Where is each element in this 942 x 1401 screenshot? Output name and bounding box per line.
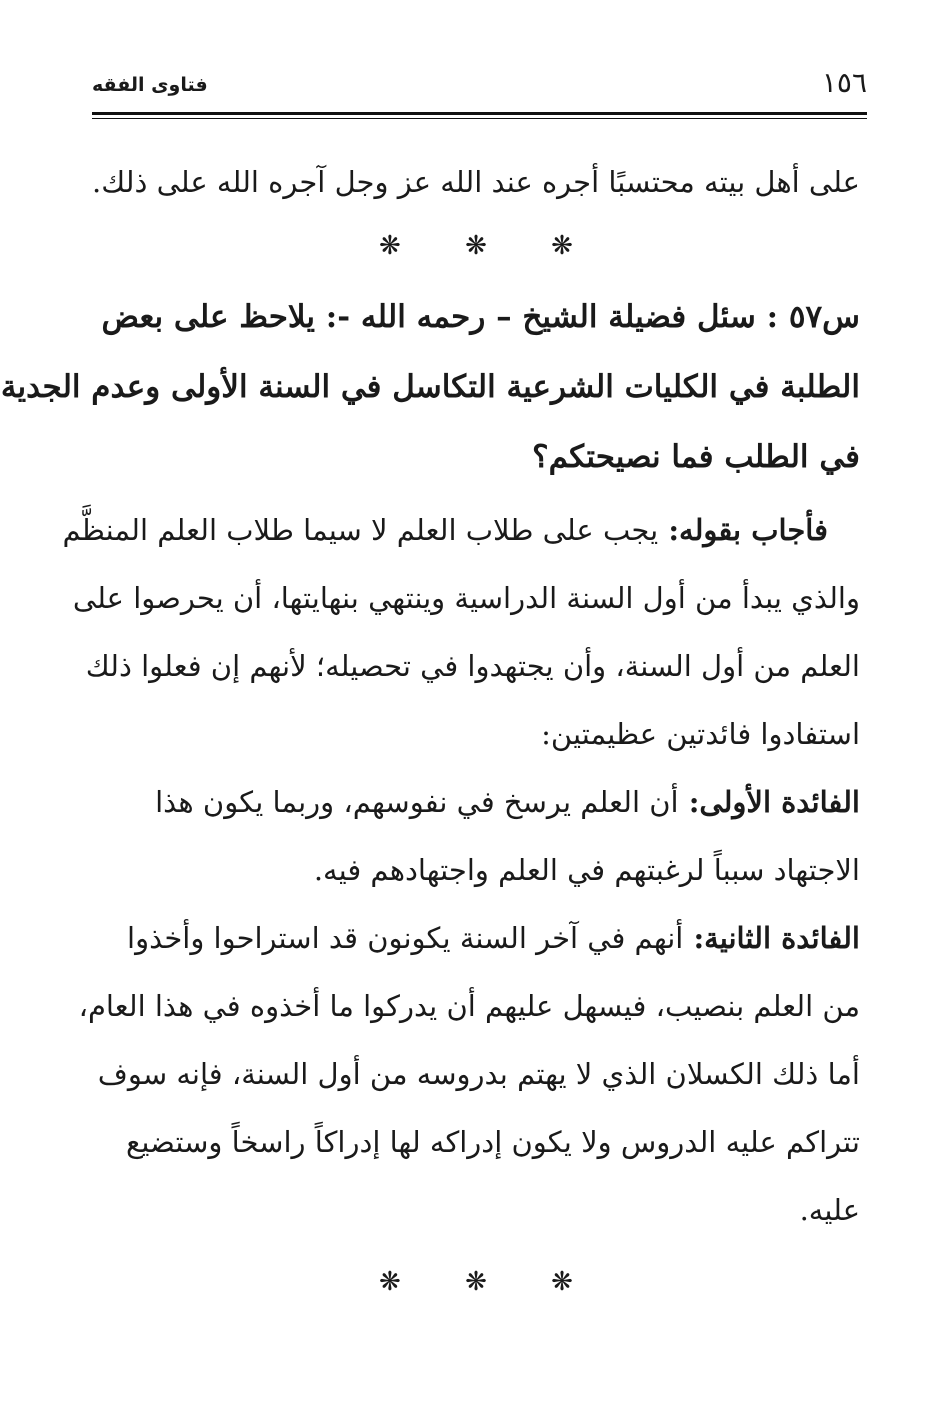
benefit-line: الاجتهاد سبباً لرغبتهم في العلم واجتهادهم فيه.	[313, 853, 860, 887]
book-title: فتاوى الفقه	[92, 74, 208, 96]
answer-block	[62, 496, 860, 768]
section-separator-bottom	[92, 1252, 860, 1312]
benefit-lead: الفائدة الثانية:	[683, 921, 860, 955]
answer-text: يجب على طلاب العلم لا سيما طلاب العلم المنظَّم	[62, 513, 659, 547]
benefit-text: أن العلم يرسخ في نفوسهم، وربما يكون هذا	[155, 785, 679, 819]
question-line: في الطلب فما نصيحتكم؟	[532, 439, 860, 475]
answer-line	[62, 496, 860, 564]
benefit-line: عليه.	[799, 1193, 860, 1227]
page-number: ١٥٦	[821, 66, 867, 99]
answer-line: والذي يبدأ من أول السنة الدراسية وينتهي بنهايتها، أن يحرصوا على	[72, 581, 860, 615]
section-separator-top	[92, 216, 860, 276]
benefit-line: من العلم بنصيب، فيسهل عليهم أن يدركوا ما أخذوه في هذا العام،	[78, 989, 860, 1023]
benefit-line	[92, 768, 860, 836]
page-body	[0, 148, 860, 1312]
asterism-icon: ❋	[551, 231, 573, 261]
benefit-two-block	[78, 904, 860, 1244]
opening-line: على أهل بيته محتسبًا أجره عند الله عز وجل آجره الله على ذلك.	[92, 165, 860, 199]
asterism-icon: ❋	[465, 1267, 487, 1297]
benefit-lead: الفائدة الأولى:	[678, 785, 860, 819]
answer-line: استفادوا فائدتين عظيمتين:	[541, 717, 860, 751]
answer-line: العلم من أول السنة، وأن يجتهدوا في تحصيله؛ لأنهم إن فعلوا ذلك	[85, 649, 860, 683]
asterism-icon: ❋	[551, 1267, 573, 1297]
question-block	[0, 282, 860, 492]
benefit-line: أما ذلك الكسلان الذي لا يهتم بدروسه من أول السنة، فإنه سوف	[97, 1057, 860, 1091]
header-rule-thick	[92, 112, 867, 115]
asterism-icon: ❋	[465, 231, 487, 261]
benefit-line: تتراكم عليه الدروس ولا يكون إدراكه لها إدراكاً راسخاً وستضيع	[126, 1125, 860, 1159]
benefit-text: أنهم في آخر السنة يكونون قد استراحوا وأخذوا	[127, 921, 684, 955]
header-rule-thin	[92, 118, 867, 119]
asterism-icon: ❋	[379, 231, 401, 261]
answer-lead: فأجاب بقوله:	[658, 513, 828, 547]
question-line: س٥٧ : سئل فضيلة الشيخ – رحمه الله -: يلاحظ على بعض	[101, 299, 860, 335]
benefit-one-block	[92, 768, 860, 904]
question-line: الطلبة في الكليات الشرعية التكاسل في السنة الأولى وعدم الجدية	[0, 369, 860, 405]
asterism-icon: ❋	[379, 1267, 401, 1297]
benefit-line	[92, 904, 860, 972]
